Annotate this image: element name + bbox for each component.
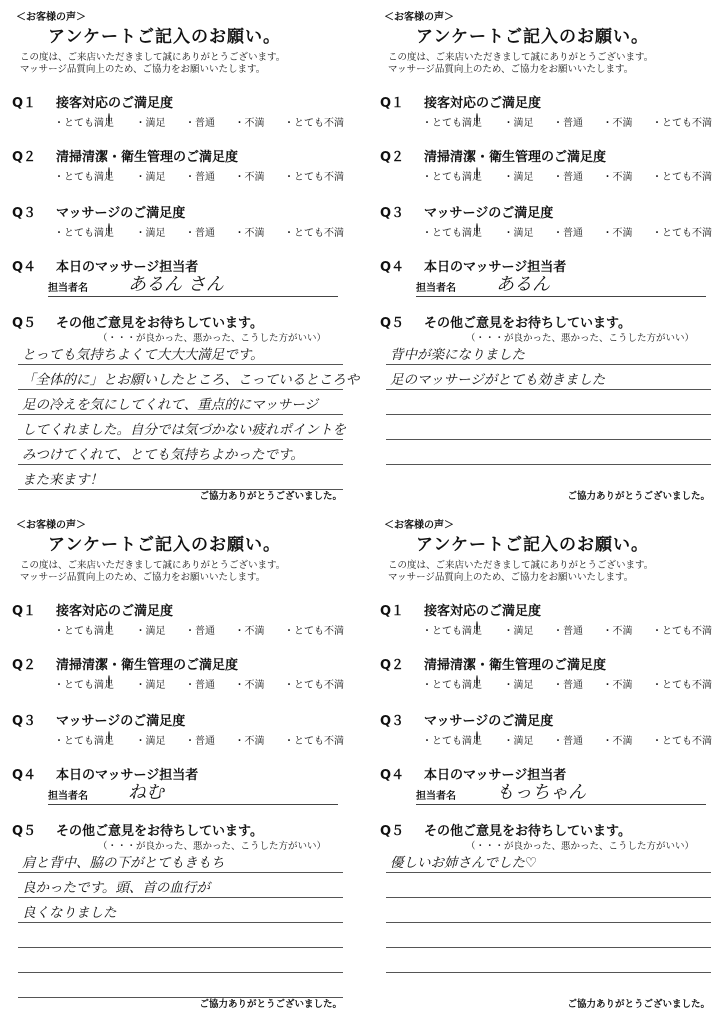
choice-row — [54, 168, 344, 183]
choice-option[interactable]: ・とても満足 — [422, 114, 484, 129]
question-heading: Q４ 本日のマッサージ担当者 — [380, 768, 567, 783]
comment-line — [386, 440, 711, 465]
question-heading: Q４ 本日のマッサージ担当者 — [12, 768, 199, 783]
q5-subtext: （・・・が良かった、悪かった、こうした方がいい） — [98, 333, 327, 344]
comment-line — [18, 948, 343, 973]
choice-option[interactable]: ・とても不満 — [652, 228, 712, 239]
choice-option[interactable]: ・とても満足 — [54, 622, 116, 637]
survey-sheet — [376, 516, 716, 1016]
choice-option[interactable]: ・普通 — [553, 680, 583, 691]
form-title: アンケートご記入のお願い。 — [48, 535, 281, 555]
choice-option[interactable]: ・普通 — [185, 118, 215, 129]
staff-label: 担当者名 — [48, 791, 88, 802]
comment-line — [18, 973, 343, 998]
choice-option[interactable]: ・とても満足 — [54, 676, 116, 691]
selected-circle — [108, 223, 110, 236]
choice-row — [422, 732, 712, 747]
question-heading: Q２ 清掃清潔・衛生管理のご満足度 — [380, 658, 607, 673]
q5-subtext: （・・・が良かった、悪かった、こうした方がいい） — [466, 841, 695, 852]
question-heading: Q５ その他ご意見をお待ちしています。 — [380, 824, 631, 839]
choice-option[interactable]: ・普通 — [185, 680, 215, 691]
choice-option[interactable]: ・とても満足 — [422, 676, 484, 691]
staff-name: あるん — [496, 274, 550, 295]
question-heading: Q５ その他ご意見をお待ちしています。 — [380, 316, 631, 331]
choice-option[interactable]: ・満足 — [503, 680, 534, 691]
choice-option[interactable]: ・とても満足 — [422, 224, 484, 239]
choice-option[interactable]: ・不満 — [234, 626, 265, 637]
choice-option[interactable]: ・とても不満 — [652, 736, 712, 747]
selected-circle — [476, 621, 478, 634]
choice-option[interactable]: ・満足 — [503, 736, 534, 747]
survey-sheet — [376, 8, 716, 508]
choice-row — [54, 676, 344, 691]
comment-line: また来ます！ — [18, 465, 343, 490]
comment-line: してくれました。自分では気づかない疲れポイントを — [18, 415, 343, 440]
staff-field[interactable] — [48, 274, 338, 297]
voice-heading: ＜お客様の声＞ — [384, 12, 454, 23]
choice-option[interactable]: ・とても不満 — [652, 118, 712, 129]
choice-row — [54, 224, 344, 239]
choice-option[interactable]: ・とても不満 — [284, 626, 344, 637]
choice-option[interactable]: ・普通 — [185, 736, 215, 747]
comment-area[interactable] — [18, 848, 343, 998]
choice-option[interactable]: ・普通 — [553, 736, 583, 747]
choice-option[interactable]: ・とても満足 — [54, 732, 116, 747]
question-heading: Q２ 清掃清潔・衛生管理のご満足度 — [12, 150, 239, 165]
survey-sheet — [8, 516, 348, 1016]
intro-text: この度は、ご来店いただきまして誠にありがとうございます。 マッサージ品質向上のため、ご協力をお願いいたします。 — [20, 560, 286, 583]
choice-option[interactable]: ・満足 — [503, 118, 534, 129]
staff-label: 担当者名 — [48, 283, 88, 294]
choice-option[interactable]: ・不満 — [602, 626, 633, 637]
choice-option[interactable]: ・とても満足 — [422, 168, 484, 183]
choice-option[interactable]: ・不満 — [234, 228, 265, 239]
choice-option[interactable]: ・普通 — [553, 228, 583, 239]
choice-option[interactable]: ・とても不満 — [652, 680, 712, 691]
selected-circle — [108, 675, 110, 688]
choice-option[interactable]: ・不満 — [234, 118, 265, 129]
staff-name: ねむ — [128, 782, 164, 803]
choice-option[interactable]: ・不満 — [234, 680, 265, 691]
choice-option[interactable]: ・とても満足 — [422, 732, 484, 747]
staff-field[interactable] — [416, 782, 706, 805]
question-heading: Q２ 清掃清潔・衛生管理のご満足度 — [12, 658, 239, 673]
choice-option[interactable]: ・とても満足 — [54, 114, 116, 129]
comment-line — [386, 873, 711, 898]
question-heading: Q１ 接客対応のご満足度 — [380, 604, 542, 619]
choice-option[interactable]: ・不満 — [602, 228, 633, 239]
choice-option[interactable]: ・普通 — [185, 228, 215, 239]
comment-line: 背中が楽になりました — [386, 340, 711, 365]
choice-option[interactable]: ・満足 — [135, 228, 166, 239]
choice-option[interactable]: ・不満 — [602, 736, 633, 747]
question-heading: Q３ マッサージのご満足度 — [12, 206, 186, 221]
voice-heading: ＜お客様の声＞ — [384, 520, 454, 531]
comment-line: 足の冷えを気にしてくれて、重点的にマッサージ — [18, 390, 343, 415]
comment-line: とっても気持ちよくて大大大満足です。 — [18, 340, 343, 365]
choice-option[interactable]: ・不満 — [602, 172, 633, 183]
choice-option[interactable]: ・とても不満 — [284, 172, 344, 183]
choice-option[interactable]: ・とても不満 — [652, 172, 712, 183]
intro-text: この度は、ご来店いただきまして誠にありがとうございます。 マッサージ品質向上のため、ご協力をお願いいたします。 — [20, 52, 286, 75]
staff-name: もっちゃん — [496, 782, 586, 803]
choice-row — [422, 168, 712, 183]
staff-label: 担当者名 — [416, 791, 456, 802]
staff-label: 担当者名 — [416, 283, 456, 294]
comment-line: 良かったです。頭、首の血行が — [18, 873, 343, 898]
choice-option[interactable]: ・普通 — [553, 172, 583, 183]
comment-line: 優しいお姉さんでした♡ — [386, 848, 711, 873]
survey-sheet — [8, 8, 360, 508]
choice-option[interactable]: ・満足 — [503, 172, 534, 183]
choice-option[interactable]: ・満足 — [503, 626, 534, 637]
staff-field[interactable] — [416, 274, 706, 297]
selected-circle — [476, 167, 478, 180]
comment-line: みつけてくれて、とても気持ちよかったです。 — [18, 440, 343, 465]
question-heading: Q２ 清掃清潔・衛生管理のご満足度 — [380, 150, 607, 165]
comment-line — [386, 415, 711, 440]
comment-area[interactable] — [386, 340, 711, 465]
choice-row — [54, 114, 344, 129]
form-title: アンケートご記入のお願い。 — [416, 27, 649, 47]
choice-option[interactable]: ・とても不満 — [284, 228, 344, 239]
question-heading: Q４ 本日のマッサージ担当者 — [12, 260, 199, 275]
choice-row — [422, 676, 712, 691]
thanks-text: ご協力ありがとうございました。 — [199, 491, 342, 502]
question-heading: Q３ マッサージのご満足度 — [380, 714, 554, 729]
choice-option[interactable]: ・とても満足 — [54, 224, 116, 239]
q5-subtext: （・・・が良かった、悪かった、こうした方がいい） — [98, 841, 327, 852]
intro-text: この度は、ご来店いただきまして誠にありがとうございます。 マッサージ品質向上のため、ご協力をお願いいたします。 — [388, 560, 654, 583]
comment-line: 肩と背中、脇の下がとてもきもち — [18, 848, 343, 873]
choice-option[interactable]: ・とても満足 — [54, 168, 116, 183]
choice-option[interactable]: ・普通 — [185, 172, 215, 183]
choice-option[interactable]: ・とても不満 — [284, 118, 344, 129]
comment-line — [386, 898, 711, 923]
staff-field[interactable] — [48, 782, 338, 805]
question-heading: Q４ 本日のマッサージ担当者 — [380, 260, 567, 275]
choice-row — [54, 732, 344, 747]
choice-row — [422, 224, 712, 239]
choice-row — [422, 114, 712, 129]
comment-area[interactable] — [386, 848, 711, 973]
comment-area[interactable] — [18, 340, 360, 490]
choice-option[interactable]: ・満足 — [503, 228, 534, 239]
choice-option[interactable]: ・不満 — [234, 736, 265, 747]
question-heading: Q５ その他ご意見をお待ちしています。 — [12, 824, 263, 839]
comment-line — [18, 923, 343, 948]
comment-line — [386, 390, 711, 415]
comment-line — [386, 923, 711, 948]
choice-option[interactable]: ・普通 — [553, 626, 583, 637]
voice-heading: ＜お客様の声＞ — [16, 12, 86, 23]
choice-option[interactable]: ・とても不満 — [284, 736, 344, 747]
choice-option[interactable]: ・不満 — [602, 680, 633, 691]
voice-heading: ＜お客様の声＞ — [16, 520, 86, 531]
choice-option[interactable]: ・満足 — [135, 626, 166, 637]
staff-name: あるん さん — [128, 274, 224, 295]
q5-subtext: （・・・が良かった、悪かった、こうした方がいい） — [466, 333, 695, 344]
choice-row — [422, 622, 712, 637]
selected-circle — [476, 223, 478, 236]
choice-option[interactable]: ・普通 — [553, 118, 583, 129]
selected-circle — [108, 113, 110, 126]
thanks-text: ご協力ありがとうございました。 — [567, 491, 710, 502]
selected-circle — [108, 731, 110, 744]
comment-line: 足のマッサージがとても効きました — [386, 365, 711, 390]
choice-option[interactable]: ・満足 — [135, 172, 166, 183]
intro-text: この度は、ご来店いただきまして誠にありがとうございます。 マッサージ品質向上のため、ご協力をお願いいたします。 — [388, 52, 654, 75]
selected-circle — [476, 731, 478, 744]
choice-option[interactable]: ・不満 — [234, 172, 265, 183]
question-heading: Q１ 接客対応のご満足度 — [380, 96, 542, 111]
choice-row — [54, 622, 344, 637]
thanks-text: ご協力ありがとうございました。 — [199, 999, 342, 1010]
question-heading: Q５ その他ご意見をお待ちしています。 — [12, 316, 263, 331]
selected-circle — [108, 167, 110, 180]
choice-option[interactable]: ・とても満足 — [422, 622, 484, 637]
comment-line — [386, 948, 711, 973]
comment-line: 良くなりました — [18, 898, 343, 923]
selected-circle — [476, 675, 478, 688]
choice-option[interactable]: ・満足 — [135, 736, 166, 747]
choice-option[interactable]: ・普通 — [185, 626, 215, 637]
form-title: アンケートご記入のお願い。 — [416, 535, 649, 555]
choice-option[interactable]: ・とても不満 — [652, 626, 712, 637]
comment-line: 「全体的に」とお願いしたところ、こっているところや — [18, 365, 343, 390]
choice-option[interactable]: ・不満 — [602, 118, 633, 129]
question-heading: Q３ マッサージのご満足度 — [380, 206, 554, 221]
question-heading: Q３ マッサージのご満足度 — [12, 714, 186, 729]
choice-option[interactable]: ・満足 — [135, 680, 166, 691]
choice-option[interactable]: ・とても不満 — [284, 680, 344, 691]
thanks-text: ご協力ありがとうございました。 — [567, 999, 710, 1010]
selected-circle — [476, 113, 478, 126]
question-heading: Q１ 接客対応のご満足度 — [12, 604, 174, 619]
form-title: アンケートご記入のお願い。 — [48, 27, 281, 47]
selected-circle — [108, 621, 110, 634]
question-heading: Q１ 接客対応のご満足度 — [12, 96, 174, 111]
choice-option[interactable]: ・満足 — [135, 118, 166, 129]
